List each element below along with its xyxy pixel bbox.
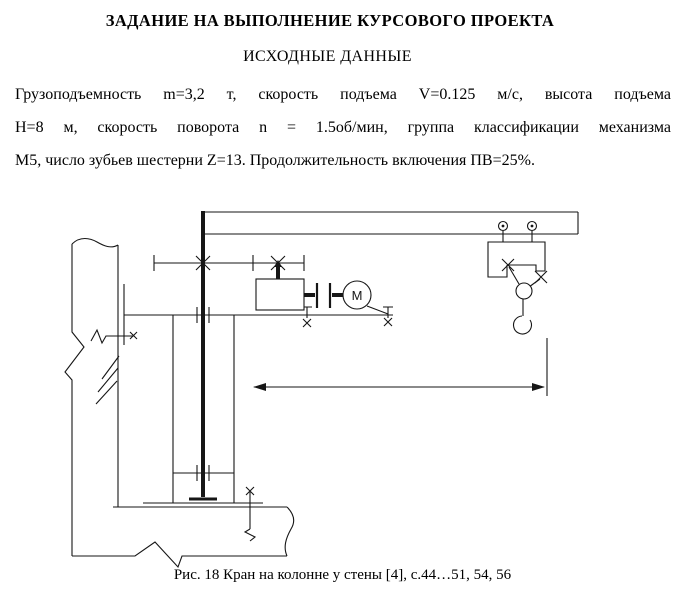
hook-block-pulley bbox=[516, 283, 532, 299]
trolley-wheel-hub bbox=[502, 225, 505, 228]
trolley-hoist bbox=[488, 222, 547, 300]
paragraph-line: Грузоподъемность m=3,2 т, скорость подъема V=0.125 м/с, высота подъема bbox=[15, 86, 671, 103]
motor-support-x-mark bbox=[384, 318, 392, 326]
motor bbox=[343, 281, 388, 314]
floor bbox=[72, 507, 294, 567]
hook-curve bbox=[514, 316, 532, 334]
dimension-arrowhead-left bbox=[253, 383, 266, 391]
paragraph-line: Н=8 м, скорость поворота n = 1.5об/мин, группа классификации механизма bbox=[15, 119, 671, 136]
jib-beam bbox=[203, 212, 578, 234]
base-anchor-zigzag bbox=[245, 529, 255, 541]
hook bbox=[514, 299, 532, 334]
wall-top-wavy-edge bbox=[72, 239, 118, 247]
gearbox-support-x-mark bbox=[303, 319, 311, 327]
wall-left-edge bbox=[65, 244, 84, 556]
paragraph-line: М5, число зубьев шестерни Z=13. Продолжительность включения ПВ=25%. bbox=[15, 152, 535, 169]
figure-caption: Рис. 18 Кран на колонне у стены [4], с.44…51, 54, 56 bbox=[173, 567, 512, 583]
coupling bbox=[304, 283, 343, 308]
gearbox bbox=[256, 279, 304, 310]
floor-bottom-line bbox=[72, 542, 287, 567]
span-dimension-arrow bbox=[253, 338, 547, 396]
slewing-gear-train bbox=[154, 255, 304, 280]
base-anchor bbox=[245, 487, 255, 541]
wall bbox=[65, 239, 119, 557]
page-subtitle: ИСХОДНЫЕ ДАННЫЕ bbox=[243, 48, 412, 65]
dimension-arrowhead-right bbox=[532, 383, 545, 391]
wall-anchor bbox=[91, 330, 137, 343]
motor-label: М bbox=[351, 288, 363, 303]
page-title: ЗАДАНИЕ НА ВЫПОЛНЕНИЕ КУРСОВОГО ПРОЕКТА bbox=[105, 11, 555, 30]
trolley-wheel-hub bbox=[531, 225, 534, 228]
floor-break-edge bbox=[285, 507, 294, 556]
wall-hatching bbox=[96, 356, 119, 404]
wall-anchor-zigzag bbox=[91, 330, 134, 343]
trolley-axles bbox=[503, 231, 532, 242]
